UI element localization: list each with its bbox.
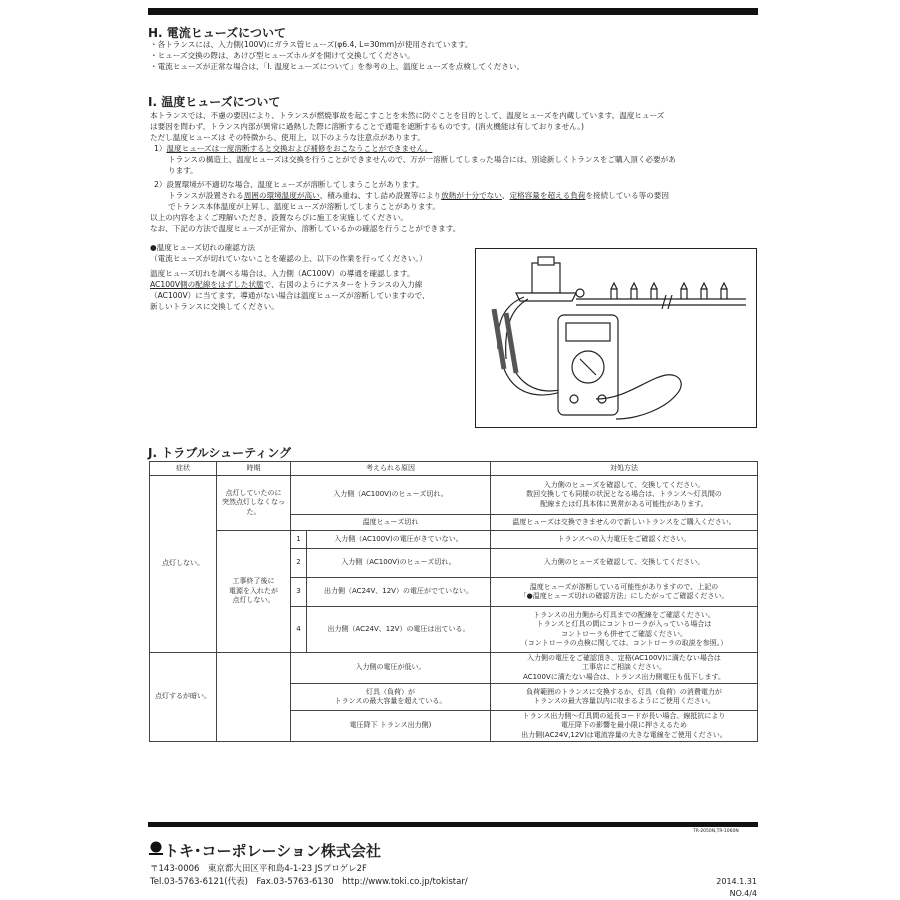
remedy-cell: トランスへの入力電圧をご確認ください。	[491, 531, 758, 549]
section-h-line: ・電流ヒューズが正常な場合は、「I. 温度ヒューズについて」を参考の上、温度ヒューズを点検してください。	[150, 62, 525, 71]
caution-2-text-part: 、積み重ね、すし詰め設置等により	[319, 191, 442, 200]
cause-cell: 灯具（負荷）が トランスの最大容量を超えている。	[291, 684, 491, 711]
caution-2-emphasis: 定格容量を超える負荷	[509, 191, 586, 200]
remedy-cell: トランス出力側～灯具間の延長コードが長い場合、線抵抗により 電圧降下の影響を最小限に押さえるため 出力側(AC24V,12V)は電流容量の大きな電線をご使用ください。	[491, 711, 758, 742]
check-method-emphasis: AC100V側の配線をはずした状態	[150, 280, 264, 289]
table-row	[150, 531, 758, 549]
tester-illustration	[475, 248, 757, 428]
caution-2-emphasis: 周囲の環境温度が高い	[243, 191, 320, 200]
caution-1-heading: 温度ヒューズは一度溶断すると交換および補修をおこなうことができません。	[166, 144, 433, 153]
company-name: トキ･コーポレーション株式会社	[164, 842, 381, 860]
table-row	[150, 653, 758, 684]
symptom-cell: 点灯するが暗い。	[150, 653, 217, 742]
row-number: 3	[291, 578, 307, 607]
company-logo-icon	[149, 841, 163, 855]
caution-1	[154, 144, 432, 154]
section-i-paragraph: ただし温度ヒューズは その特徴から、使用上、以下のような注意点があります。	[150, 133, 425, 142]
check-method-text: （AC100V）に当てます。導通がない場合は温度ヒューズが溶断していますので、	[150, 291, 430, 300]
table-header-row	[150, 462, 758, 476]
caution-1-number: 1）	[154, 144, 167, 153]
remedy-cell: 温度ヒューズは交換できませんので新しいトランスをご購入ください。	[491, 515, 758, 531]
caution-1-text: トランスの構造上、温度ヒューズは交換を行うことができませんので、万が一溶断してしまった場合には、別途新しくトランスをご購入頂く必要があ	[168, 155, 676, 164]
section-h-title: H. 電流ヒューズについて	[148, 26, 286, 40]
row-number: 1	[291, 531, 307, 549]
section-i-paragraph: なお、下記の方法で温度ヒューズが正常か、溶断しているかの確認を行うことができます。	[150, 224, 461, 233]
cause-cell: 入力側（AC100V)のヒューズ切れ。	[291, 476, 491, 515]
check-method-title: ●温度ヒューズ切れの確認方法	[150, 243, 255, 252]
model-numbers: TR-2050N,TR-1060N	[693, 829, 739, 834]
bottom-rule	[148, 822, 758, 827]
header-remedy: 対処方法	[491, 462, 758, 476]
check-method-note: （電流ヒューズが切れていないことを確認の上、以下の作業を行ってください。）	[150, 254, 427, 263]
symptom-cell: 点灯しない。	[150, 476, 217, 653]
caution-2: 2）設置環境が不適切な場合、温度ヒューズが溶断してしまうことがあります。	[154, 180, 424, 189]
section-j-title: J. トラブルシューティング	[148, 446, 291, 460]
cause-cell: 出力側（AC24V、12V）の電圧は出ている。	[307, 607, 491, 653]
timing-cell-empty	[217, 653, 291, 742]
page-number: NO.4/4	[729, 889, 757, 898]
company-contact: Tel.03-5763-6121(代表) Fax.03-5763-6130 http://www.toki.co.jp/tokistar/	[150, 877, 468, 887]
header-symptom: 症状	[150, 462, 217, 476]
cause-cell: 出力側（AC24V、12V）の電圧がでていない。	[307, 578, 491, 607]
section-i-paragraph: 以上の内容をよくご理解いただき、設置ならびに施工を実施してください。	[150, 213, 408, 222]
caution-1-text: ります。	[168, 166, 198, 175]
check-method-text-part: で、右図のようにテスターをトランスの入力線	[263, 280, 423, 289]
section-i-title: I. 温度ヒューズについて	[148, 95, 281, 109]
header-timing: 時期	[217, 462, 291, 476]
section-i-paragraph: 本トランスでは、不慮の要因により、トランスが燃焼事故を起こすことを未然に防ぐことを目的として、温度ヒューズを内蔵しています。温度ヒューズ	[150, 111, 665, 120]
cause-cell: 入力側（AC100V)のヒューズ切れ。	[307, 549, 491, 578]
check-method-text: 温度ヒューズ切れを調べる場合は、入力側（AC100V）の導通を確認します。	[150, 269, 415, 278]
table-row	[150, 476, 758, 515]
remedy-cell: 入力側のヒューズを確認して、交換してください。 数回交換しても同様の状況となる場合は、トランス～灯具間の 配線または灯具本体に異常がある可能性があります。	[491, 476, 758, 515]
troubleshooting-table	[149, 461, 758, 742]
caution-2-text: でトランス本体温度が上昇し、温度ヒューズが溶断してしまうことがあります。	[168, 202, 441, 211]
row-number: 4	[291, 607, 307, 653]
section-h-line: ・各トランスには、入力側(100V)にガラス管ヒューズ(φ6.4, L=30mm)が使用されています。	[150, 40, 473, 49]
remedy-cell: トランスの出力側から灯具までの配線をご確認ください。 トランスと灯具の間にコントローラが入っている場合は コントローラも併せてご確認ください。 （コントローラの点検に関しては、コントローラの取説を参照。）	[491, 607, 758, 653]
cause-cell: 入力側の電圧が低い。	[291, 653, 491, 684]
caution-2-text	[168, 191, 669, 201]
top-rule	[148, 8, 758, 15]
remedy-cell: 入力側の電圧をご確認頂き、定格(AC100V)に満たない場合は 工事店にご相談ください。 AC100Vに満たない場合は、トランス出力側電圧も低下します。	[491, 653, 758, 684]
caution-2-text-part: 、	[501, 191, 510, 200]
check-method-text	[150, 280, 422, 290]
caution-2-emphasis: 放熱が十分でない	[441, 191, 502, 200]
caution-2-text-part: を接続している等の要因	[585, 191, 669, 200]
cause-cell: 入力側（AC100V)の電圧がきていない。	[307, 531, 491, 549]
section-h-line: ・ヒューズ交換の際は、あけび型ヒューズホルダを開けて交換してください。	[150, 51, 415, 60]
timing-cell: 工事終了後に 電源を入れたが 点灯しない。	[217, 531, 291, 653]
issue-date: 2014.1.31	[716, 877, 757, 886]
company-address: 〒143-0006 東京都大田区平和島4-1-23 JSプロゲレ2F	[150, 864, 367, 874]
row-number: 2	[291, 549, 307, 578]
caution-2-text-part: トランスが設置される	[168, 191, 244, 200]
cause-cell: 温度ヒューズ切れ	[291, 515, 491, 531]
timing-cell: 点灯していたのに 突然点灯しなくなった。	[217, 476, 291, 531]
tester-drawing	[476, 249, 756, 427]
cause-cell: 電圧降下 トランス出力側)	[291, 711, 491, 742]
check-method-text: 新しいトランスに交換してください。	[150, 302, 279, 311]
remedy-cell: 温度ヒューズが溶断している可能性がありますので、上記の 「●温度ヒューズ切れの確認方法」にしたがってご確認ください。	[491, 578, 758, 607]
header-cause: 考えられる原因	[291, 462, 491, 476]
remedy-cell: 入力側のヒューズを確認して、交換してください。	[491, 549, 758, 578]
section-i-paragraph: は要因を問わず、トランス内部が異常に過熱した際に溶断することで通電を遮断するものです。(消火機能は有しておりません。)	[150, 122, 584, 131]
remedy-cell: 負荷範囲のトランスに交換するか、灯具（負荷）の消費電力が トランスの最大容量以内に収まるようにご使用ください。	[491, 684, 758, 711]
